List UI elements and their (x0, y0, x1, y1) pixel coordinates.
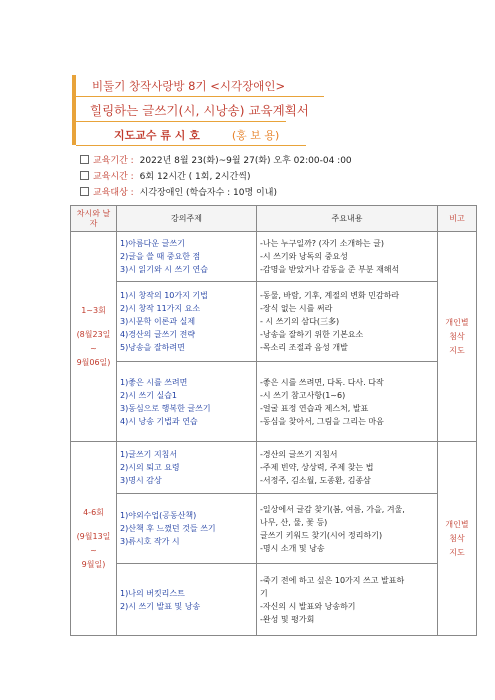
session-cell (71, 232, 117, 442)
topic-item: 2)시 창작 11가지 요소 (120, 304, 201, 313)
topic-cell (117, 442, 257, 494)
info-label: 교육대상 : (93, 188, 134, 198)
note-line: 개인별 (445, 519, 469, 529)
table-row (71, 232, 477, 282)
note-line: 첨삭 (449, 533, 465, 543)
topic-cell (117, 362, 257, 442)
note-line: 첨삭 (449, 331, 465, 341)
topic-item: 1)시 창작의 10가지 기법 (120, 291, 208, 300)
instructor-name: 지도교수 류 시 호 (114, 129, 200, 142)
info-hours (80, 169, 251, 182)
topic-cell (117, 282, 257, 362)
content-item: -동심을 찾아서, 그림을 그리는 마음 (260, 416, 384, 426)
content-cell (257, 362, 438, 442)
content-item: -완성 및 평가회 (260, 614, 315, 624)
table-row (71, 442, 477, 494)
info-value: 시각장애인 (학습자수 : 10명 이내) (139, 188, 277, 198)
title-divider (76, 121, 286, 122)
topic-cell (117, 494, 257, 564)
topic-item: 2)시 쓰기 발표 및 낭송 (120, 601, 201, 611)
topic-item: 2)글을 쓸 때 중요한 점 (120, 252, 201, 261)
content-item: -시 쓰기 참고사항(1~6) (260, 390, 346, 400)
session-cell (71, 442, 117, 636)
topic-item: 2)산책 후 느꼈던 것들 쓰기 (120, 524, 216, 533)
topic-item: 2)시의 퇴고 요령 (120, 463, 180, 472)
topic-item: 1)글쓰기 지침서 (120, 450, 178, 459)
table-header-row (71, 206, 477, 232)
table-row (71, 564, 477, 636)
topic-item: 3)동심으로 행복한 글쓰기 (120, 403, 211, 413)
content-item: -자신의 시 발표와 낭송하기 (260, 601, 356, 611)
topic-item: 1)야외수업(공동산책) (120, 511, 197, 520)
content-item: -장식 없는 시를 써라 (260, 304, 333, 313)
session-tilde: ~ (90, 343, 97, 353)
session-start: (9월13일 (76, 531, 111, 541)
checkbox-icon (80, 155, 89, 164)
content-item: -주제 빈약, 상상력, 주제 찾는 법 (260, 463, 374, 472)
content-cell (257, 282, 438, 362)
topic-cell (117, 564, 257, 636)
content-item: -명시 소개 및 낭송 (260, 543, 325, 553)
content-item: -목소리 조절과 음성 개발 (260, 343, 348, 352)
topic-item: 2)시 쓰기 실습1 (120, 390, 178, 400)
checkbox-icon (80, 171, 89, 180)
note-line: 개인별 (445, 317, 469, 327)
title-accent-bar (72, 75, 76, 145)
info-label: 교육기간 : (93, 156, 134, 166)
header-content: 주요내용 (257, 206, 438, 232)
content-item: -얼굴 표정 연습과 제스처, 발표 (260, 403, 369, 413)
topic-cell (117, 232, 257, 282)
topic-item: 3)류시호 작가 시 (120, 537, 180, 546)
content-item: -동물, 바람, 기후, 계절의 변화 민감하라 (260, 291, 400, 300)
header-topic: 강의주제 (117, 206, 257, 232)
content-item: -낭송을 잘하기 위한 기본요소 (260, 330, 364, 339)
info-label: 교육시간 : (93, 172, 134, 182)
header-session: 차시와 날자 (71, 206, 117, 232)
note-cell (438, 442, 477, 636)
table-row (71, 282, 477, 362)
plan-title: 힐링하는 글쓰기(시, 시낭송) 교육계획서 (90, 103, 309, 118)
content-item: 글쓰기 키워드 찾기(시어 정리하기) (260, 530, 383, 540)
note-line: 지도 (449, 345, 465, 355)
content-item: -서정주, 김소월, 도종환, 김종삼 (260, 476, 371, 485)
session-start: (8월23일 (76, 329, 111, 339)
content-item: -시 쓰기와 낭독의 중요성 (260, 252, 348, 261)
topic-item: 4)경산의 글쓰기 전략 (120, 330, 196, 339)
content-cell (257, 232, 438, 282)
session-count: 4-6회 (83, 507, 104, 517)
topic-item: 1)아름다운 글쓰기 (120, 239, 185, 248)
content-cell (257, 564, 438, 636)
session-count: 1~3회 (81, 305, 106, 315)
content-item: - 시 쓰기의 삼다(三多) (260, 317, 340, 326)
content-item: -경산의 글쓰기 지침서 (260, 450, 338, 459)
program-title: 비둘기 창작사랑방 8기 <시각장애인> (92, 79, 286, 93)
content-cell (257, 442, 438, 494)
content-item: -감명을 받았거나 감동을 준 부분 재해석 (260, 265, 400, 274)
info-period (80, 153, 352, 166)
header-note: 비고 (438, 206, 477, 232)
content-item: 나무, 산, 물, 꽃 등) (260, 517, 328, 527)
instructor-line (114, 127, 279, 143)
info-value: 2022년 8월 23(화)~9월 27(화) 오후 02:00-04 :00 (139, 156, 352, 166)
topic-item: 3)시문학 이론과 실제 (120, 317, 196, 326)
promo-tag: (홍 보 용) (231, 129, 280, 142)
content-item: 기 (260, 588, 268, 598)
title-block (72, 75, 340, 150)
content-item: -나는 누구일까? (자기 소개하는 글) (260, 239, 385, 248)
topic-item: 1)좋은 시를 쓰려면 (120, 377, 188, 387)
checkbox-icon (80, 187, 89, 196)
info-target (80, 185, 277, 198)
topic-item: 5)낭송을 잘하려면 (120, 343, 185, 352)
table-row (71, 494, 477, 564)
title-divider (76, 145, 306, 146)
topic-item: 4)시 낭송 기법과 연습 (120, 416, 198, 426)
content-item: -죽기 전에 하고 싶은 10가지 쓰고 발표하 (260, 575, 405, 585)
info-value: 6회 12시간 ( 1회, 2시간씩) (139, 172, 251, 182)
content-item: -일상에서 글감 찾기(봄, 여름, 가을, 겨울, (260, 504, 405, 514)
topic-item: 3)명시 감상 (120, 476, 162, 485)
title-divider (76, 96, 324, 97)
note-cell (438, 232, 477, 442)
session-end: 9월일) (81, 559, 106, 569)
table-row (71, 362, 477, 442)
note-line: 지도 (449, 547, 465, 557)
content-item: -좋은 시를 쓰려면, 다독. 다사. 다작 (260, 377, 384, 387)
schedule-table (70, 205, 477, 636)
session-tilde: ~ (90, 545, 97, 555)
session-end: 9월06일) (76, 357, 111, 367)
topic-item: 1)나의 버킷리스트 (120, 588, 185, 598)
topic-item: 3)시 읽기와 시 쓰기 연습 (120, 265, 208, 274)
content-cell (257, 494, 438, 564)
